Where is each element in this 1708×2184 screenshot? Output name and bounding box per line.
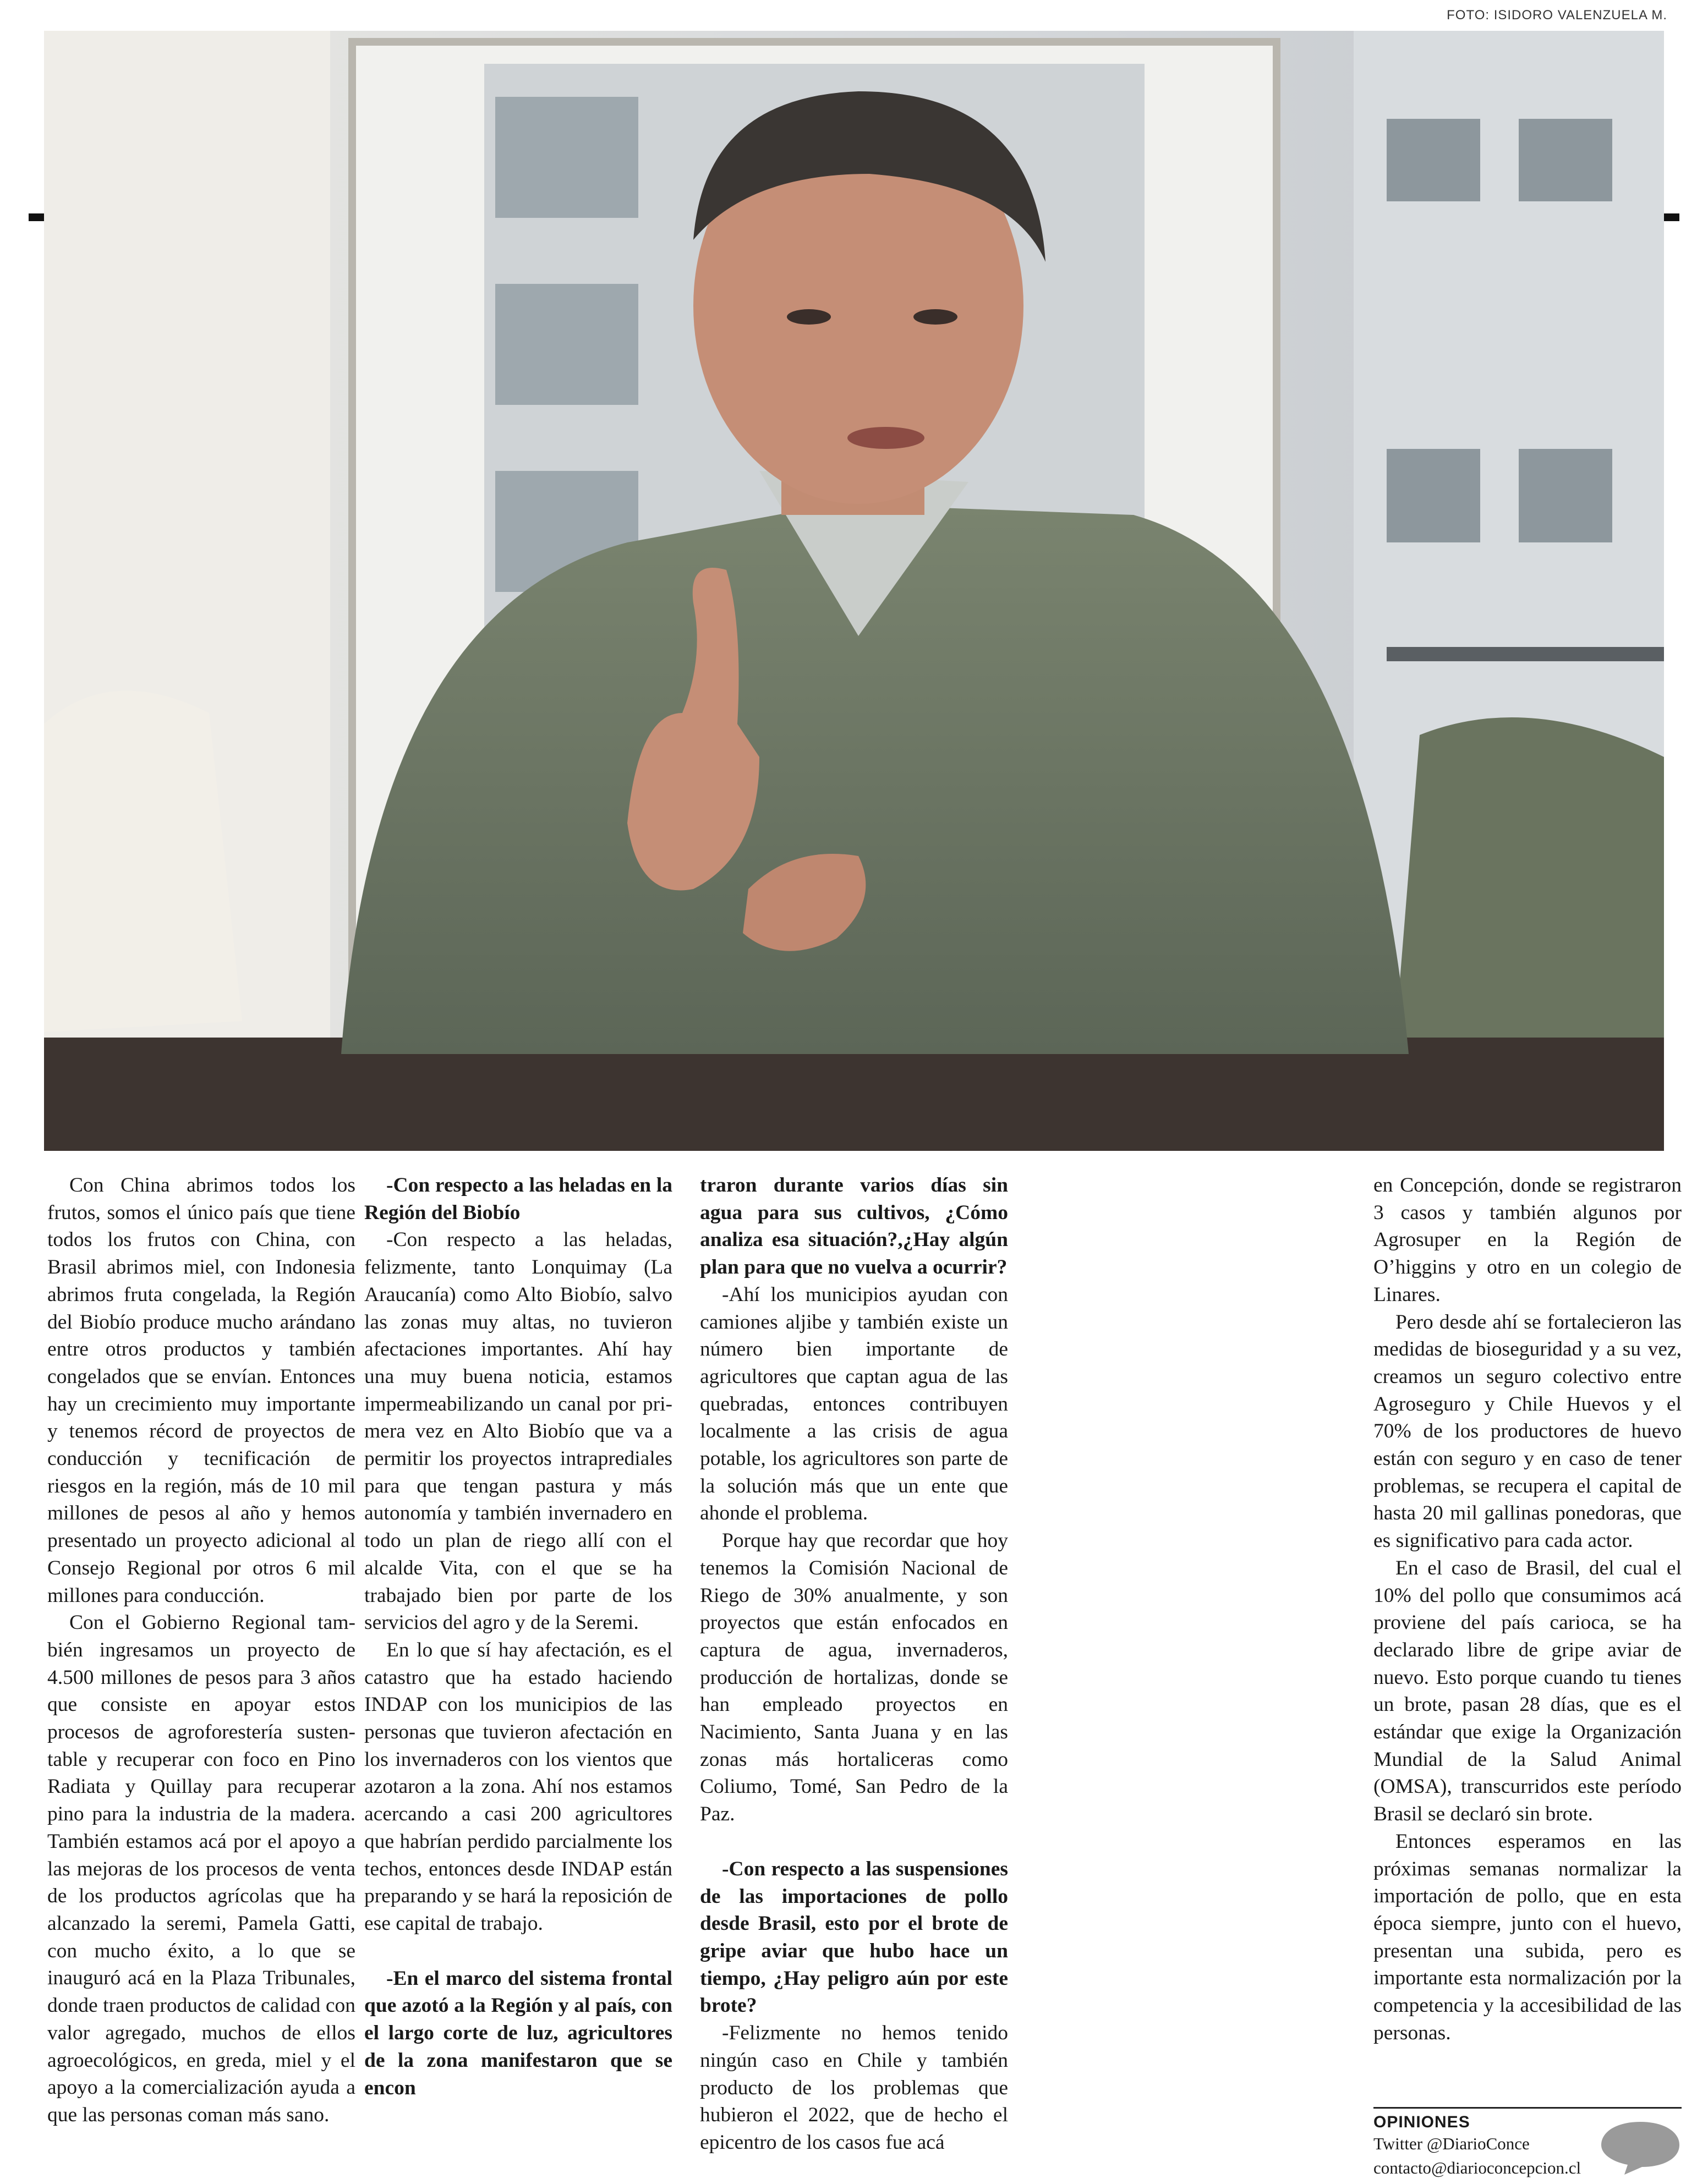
interview-answer: -Felizmente no hemos tenido ningún caso en Chile y también producto de los problemas que hubieron el 2022, que de hecho el epicentro de los casos fue acá: [700, 2022, 1008, 2154]
photo-credit: FOTO: ISIDORO VALENZUELA M.: [1447, 8, 1667, 23]
article-column-1: [47, 1172, 355, 2129]
paragraph: Porque hay que recordar que hoy tenemos la Comisión Nacional de Riego de 30% anualmente, y son proyectos que están enfocados en captura de agua, invernaderos, producción de hortalizas, donde se han empleado proyectos en Nacimiento, Santa Juana y en las zonas más hortaliceras como Coliumo, Tomé, San Pedro de la Paz.: [700, 1529, 1008, 1826]
speech-bubble-icon: [1599, 2119, 1682, 2176]
rule-mark-right: [1663, 213, 1679, 221]
article-column-2: [364, 1172, 672, 2101]
interview-answer: -Con respecto a las heladas, felizmente, tanto Lonquimay (La Araucanía) como Alto Biobío, salvo las zonas muy altas, no tuvieron afectaciones importantes. Ahí hay una muy buena noticia, estamos impermeabilizando un canal por primera vez en Alto Biobío que va a permitir los proyectos intraprediales para que tengan pastura y más autonomía y también invernadero en todo un plan de riego allí con el alcalde Vita, con el que se ha trabajado bien por parte de los servicios del agro y de la Seremi.: [364, 1228, 672, 1634]
interview-question: -Con respecto a las suspensiones de las importaciones de pollo desde Brasil, esto por el brote de gripe aviar que hubo hace un tiempo, ¿Hay peligro aún por este brote?: [700, 1857, 1008, 2017]
paragraph: en Concepción, donde se registraron 3 casos y también algunos por Agrosuper en la Región de O’higgins y otro en un colegio de Linares.: [1373, 1174, 1682, 1306]
paragraph: Pero desde ahí se fortalecieron las medidas de bioseguridad y a su vez, creamos un seguro colectivo entre Agroseguro y Chile Huevos y el 70% de los productores de huevo están con seguro y en caso de tener problemas, se recupera el capital de hasta 20 mil gallinas ponedoras, que es significativo para cada actor.: [1373, 1310, 1682, 1552]
spacer: [700, 1828, 1008, 1856]
article-column-4: [1373, 1172, 1682, 2047]
paragraph: En lo que sí hay afectación, es el catastro que ha estado haciendo INDAP con los municipios de las personas que tuvieron afectación en los invernaderos con los vientos que azotaron a la zona. Ahí nos estamos acercando a casi 200 agricultores que habrían perdido parcialmente los techos, entonces desde INDAP están preparando y se hará la reposición de ese capital de trabajo.: [364, 1638, 672, 1935]
opinions-label: OPINIONES: [1373, 2113, 1470, 2131]
article-column-3: [700, 1172, 1008, 2156]
paragraph: Con China abrimos todos los frutos, somos el único país que tiene todos los frutos con China, con Brasil abrimos miel, con Indonesia abrimos fruta congelada, la Región del Biobío produce mucho arándano entre otros productos y también congelados que se envían. Entonces hay un crecimiento muy importante y tenemos récord de proyectos de conducción y tecnificación de riesgos en la región, más de 10 mil millones de pesos al año y hemos presentado un proyecto adicional al Consejo Regional por otros 6 mil millones para conducción.: [47, 1174, 355, 1607]
photo-illustration: [44, 31, 1664, 1151]
paragraph: Con el Gobierno Regional también ingresamos un proyecto de 4.500 millones de pesos para 3 años que consiste en apoyar estos procesos de agroforestería sustentable y recuperar con foco en Pino Radiata y Quillay para recuperar pino para la industria de la madera. También estamos acá por el apoyo a las mejoras de los procesos de venta de los productos agrícolas que ha alcanzado la seremi, Pamela Gatti, con mucho éxito, a lo que se inauguró acá en la Plaza Tribunales, donde traen productos de calidad con valor agregado, muchos de ellos agroecológicos, en greda, miel y el apoyo a la comercialización ayuda a que las personas coman más sano.: [47, 1611, 355, 2126]
interview-photo: [44, 31, 1664, 1151]
interview-question: -Con respecto a las heladas en la Región del Biobío: [364, 1174, 672, 1224]
interview-question-continued: traron durante varios días sin agua para sus cultivos, ¿Cómo analiza esa situación?,¿Hay algún plan para que no vuelva a ocurrir?: [700, 1174, 1008, 1279]
paragraph: Entonces esperamos en las próximas semanas normalizar la importación de pollo, que en esta época siempre, junto con el huevo, presentan una subida, pero es importante esta normalización por la competencia y la accesibilidad de las personas.: [1373, 1830, 1682, 2044]
rule-mark-left: [29, 213, 45, 221]
spacer: [364, 1938, 672, 1965]
opinions-footer: [1373, 2107, 1682, 2180]
contact-email[interactable]: contacto@diarioconcepcion.cl: [1373, 2158, 1581, 2177]
interview-question: -En el marco del sistema frontal que azotó a la Región y al país, con el largo corte de luz, agricultores de la zona manifestaron que se encon: [364, 1967, 672, 2099]
paragraph: En el caso de Brasil, del cual el 10% del pollo que consumimos acá proviene del país carioca, se ha declarado libre de gripe aviar de nuevo. Esto porque cuando tu tienes un brote, pasan 28 días, que es el estándar que exige la Organización Mundial de la Salud Animal (OMSA), transcurridos este período Brasil se declaró sin brote.: [1373, 1556, 1682, 1826]
interview-answer: -Ahí los municipios ayudan con camiones aljibe y también existe un número bien importante de agricultores que captan agua de las quebradas, entonces contribuyen localmente a las crisis de agua potable, los agricultores son parte de la solución más que un ente que ahonde el problema.: [700, 1283, 1008, 1525]
twitter-handle[interactable]: Twitter @DiarioConce: [1373, 2134, 1530, 2153]
